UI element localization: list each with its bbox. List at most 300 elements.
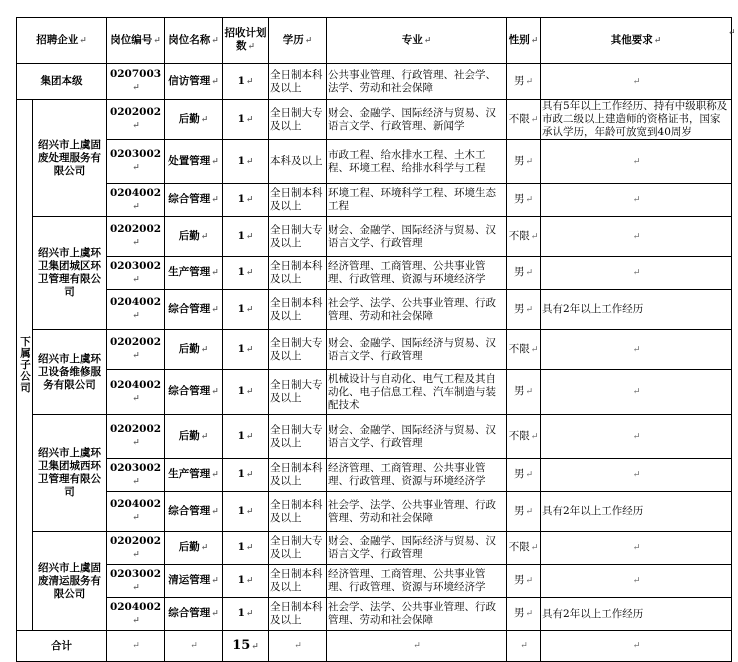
- code-cell: [107, 257, 165, 290]
- table-row: [17, 217, 732, 257]
- gender-cell: [507, 459, 541, 492]
- plan-cell: [223, 257, 269, 290]
- position-name-cell-text: 后勤: [178, 112, 200, 125]
- gender-cell-text: 男: [513, 154, 525, 167]
- code-cell: [107, 184, 165, 217]
- paragraph-mark: ↵: [245, 76, 254, 87]
- plan-cell: [223, 184, 269, 217]
- header-name: 岗位名称↵: [165, 18, 223, 64]
- position-name-cell: [165, 415, 223, 459]
- code-cell: [107, 100, 165, 140]
- table-row: [17, 492, 732, 532]
- code-cell-text: 0204002: [109, 600, 162, 613]
- education-cell-text: 全日制本科及以上: [270, 296, 323, 322]
- paragraph-mark: ↵: [200, 431, 209, 442]
- paragraph-mark: ↵: [132, 274, 140, 285]
- position-name-cell: [165, 290, 223, 330]
- major-cell-text: 市政工程、给水排水工程、土木工程、环境工程、给排水科学与工程: [328, 148, 486, 174]
- paragraph-mark: ↵: [200, 114, 209, 125]
- other-requirements-cell: [541, 415, 732, 459]
- education-cell: [269, 492, 327, 532]
- code-cell-text: 0203002: [109, 259, 162, 272]
- table-row: [17, 459, 732, 492]
- position-name-cell: [165, 330, 223, 370]
- position-name-cell: [165, 370, 223, 415]
- paragraph-mark: ↵: [632, 156, 641, 167]
- paragraph-mark: ↵: [245, 156, 254, 167]
- position-name-cell-text: 生产管理: [168, 468, 211, 480]
- major-cell-text: 经济管理、工商管理、公共事业管理、行政管理、资源与环境经济学: [328, 260, 486, 285]
- position-name-cell: [165, 565, 223, 598]
- major-cell: [327, 100, 507, 140]
- paragraph-mark: ↵: [632, 268, 641, 278]
- major-cell-text: 环境工程、环境科学工程、环境生态工程: [328, 187, 497, 212]
- plan-cell: [223, 492, 269, 532]
- paragraph-mark: ↵: [294, 641, 302, 651]
- paragraph-mark: ↵: [520, 641, 528, 651]
- plan-cell-text: 1: [237, 112, 245, 125]
- paragraph-mark: ↵: [245, 609, 254, 619]
- position-name-cell-text: 综合管理: [168, 193, 211, 205]
- other-requirements-cell: [541, 64, 732, 100]
- gender-cell: [507, 184, 541, 217]
- paragraph-mark: ↵: [525, 268, 534, 278]
- major-cell-text: 经济管理、工商管理、公共事业管理、行政管理、资源与环境经济学: [328, 568, 486, 593]
- major-cell-text: 经济管理、工商管理、公共事业管理、行政管理、资源与环境经济学: [328, 462, 486, 487]
- recruitment-table: [16, 17, 732, 662]
- plan-cell: [223, 100, 269, 140]
- company-cell: [33, 100, 107, 217]
- major-cell: [327, 64, 507, 100]
- header-edu: 学历↵: [269, 18, 327, 64]
- paragraph-mark: ↵: [132, 238, 140, 248]
- code-cell: [107, 140, 165, 184]
- paragraph-mark: ↵: [211, 268, 219, 278]
- code-cell: [107, 532, 165, 565]
- paragraph-mark: ↵: [632, 231, 641, 242]
- paragraph-mark: ↵: [211, 304, 219, 315]
- education-cell-text: 本科及以上: [270, 155, 323, 167]
- gender-cell-text: 不限: [508, 112, 530, 125]
- plan-cell: [223, 532, 269, 565]
- paragraph-mark: ↵: [525, 156, 534, 167]
- code-cell: [107, 415, 165, 459]
- paragraph-mark: ↵: [245, 304, 254, 315]
- gender-cell-text: 男: [513, 266, 525, 278]
- education-cell-text: 全日制本科及以上: [270, 260, 323, 285]
- paragraph-mark: ↵: [132, 476, 140, 487]
- paragraph-mark: ↵: [728, 28, 736, 38]
- plan-cell-text: 1: [237, 504, 245, 517]
- education-cell-text: 全日制本科及以上: [270, 568, 323, 593]
- paragraph-mark: ↵: [200, 344, 209, 355]
- header-company: 招聘企业↵: [17, 18, 107, 64]
- plan-cell: [223, 330, 269, 370]
- education-cell: [269, 140, 327, 184]
- major-cell: [327, 598, 507, 631]
- position-name-cell-text: 后勤: [178, 342, 200, 355]
- gender-cell-text: 男: [513, 607, 525, 619]
- gender-cell-text: 男: [513, 193, 525, 205]
- total-label: [17, 631, 107, 662]
- table-row: [17, 565, 732, 598]
- paragraph-mark: ↵: [132, 438, 140, 448]
- other-requirements-cell: [541, 598, 732, 631]
- other-requirements-cell: [541, 257, 732, 290]
- paragraph-mark: ↵: [211, 576, 219, 586]
- education-cell: [269, 217, 327, 257]
- gender-cell-text: 男: [513, 468, 525, 480]
- paragraph-mark: ↵: [245, 470, 254, 480]
- paragraph-mark: ↵: [200, 543, 209, 553]
- table-row: [17, 598, 732, 631]
- company-cell-text: 集团本级: [40, 75, 83, 87]
- subsidiary-label-text: 下属子公司: [19, 336, 31, 394]
- paragraph-mark: ↵: [530, 344, 539, 355]
- plan-cell-text: 1: [237, 74, 245, 87]
- education-cell-text: 全日制大专及以上: [270, 106, 323, 132]
- paragraph-mark: ↵: [132, 83, 140, 93]
- major-cell-text: 财会、金融学、国际经济与贸易、汉语言文学、行政管理: [328, 336, 497, 362]
- company-cell: [33, 415, 107, 532]
- header-row: [17, 18, 732, 64]
- major-cell: [327, 330, 507, 370]
- education-cell: [269, 100, 327, 140]
- paragraph-mark: ↵: [530, 114, 539, 125]
- position-name-cell-text: 后勤: [178, 541, 200, 553]
- education-cell-text: 全日制本科及以上: [270, 462, 323, 487]
- plan-cell: [223, 64, 269, 100]
- paragraph-mark: ↵: [211, 195, 219, 205]
- plan-cell: [223, 217, 269, 257]
- other-requirements-cell-text: 具有2年以上工作经历: [542, 505, 644, 517]
- paragraph-mark: ↵: [190, 641, 198, 651]
- paragraph-mark: ↵: [200, 231, 209, 242]
- code-cell: [107, 598, 165, 631]
- gender-cell: [507, 532, 541, 565]
- paragraph-mark: ↵: [245, 114, 254, 125]
- position-name-cell: [165, 492, 223, 532]
- major-cell-text: 财会、金融学、国际经济与贸易、汉语言文学、行政管理: [328, 223, 497, 249]
- position-name-cell: [165, 598, 223, 631]
- paragraph-mark: ↵: [132, 513, 140, 523]
- gender-cell-text: 不限: [508, 541, 530, 553]
- plan-cell: [223, 565, 269, 598]
- gender-cell: [507, 492, 541, 532]
- total-empty-cell: [541, 631, 732, 662]
- table-row: [17, 257, 732, 290]
- position-name-cell: [165, 532, 223, 565]
- other-requirements-cell-text: 具有2年以上工作经历: [542, 607, 644, 620]
- other-requirements-cell: [541, 532, 732, 565]
- plan-cell-text: 1: [237, 574, 245, 586]
- paragraph-mark: ↵: [632, 344, 641, 355]
- major-cell: [327, 140, 507, 184]
- paragraph-mark: ↵: [525, 506, 534, 517]
- total-empty-cell: [269, 631, 327, 662]
- paragraph-mark: ↵: [245, 387, 254, 397]
- education-cell-text: 全日制本科及以上: [270, 68, 323, 94]
- education-cell-text: 全日制大专及以上: [270, 336, 323, 362]
- paragraph-mark: ↵: [245, 268, 254, 278]
- plan-cell: [223, 370, 269, 415]
- table-body: [17, 18, 732, 662]
- code-cell: [107, 217, 165, 257]
- other-requirements-cell: [541, 290, 732, 330]
- position-name-cell-text: 综合管理: [168, 385, 211, 397]
- code-cell: [107, 330, 165, 370]
- gender-cell-text: 不限: [508, 342, 530, 355]
- major-cell-text: 社会学、法学、公共事业管理、行政管理、劳动和社会保障: [328, 601, 497, 626]
- education-cell: [269, 532, 327, 565]
- plan-cell: [223, 459, 269, 492]
- total-empty-cell: [507, 631, 541, 662]
- gender-cell: [507, 565, 541, 598]
- major-cell: [327, 184, 507, 217]
- major-cell-text: 社会学、法学、公共事业管理、行政管理、劳动和社会保障: [328, 498, 497, 524]
- major-cell-text: 公共事业管理、行政管理、社会学、法学、劳动和社会保障: [328, 68, 497, 94]
- total-empty-cell: [107, 631, 165, 662]
- position-name-cell-text: 后勤: [178, 429, 200, 442]
- position-name-cell: [165, 64, 223, 100]
- code-cell-text: 0202002: [109, 223, 162, 235]
- other-requirements-cell-text: 具有5年以上工作经历、持有中级职称及市政二级以上建造师的资格证书，国家承认学历，年龄可放宽到40周岁: [542, 100, 728, 138]
- company-cell: [33, 217, 107, 330]
- major-cell: [327, 415, 507, 459]
- paragraph-mark: ↵: [413, 641, 421, 651]
- paragraph-mark: ↵: [132, 311, 140, 321]
- paragraph-mark: ↵: [530, 231, 539, 242]
- education-cell: [269, 290, 327, 330]
- code-cell-text: 0202002: [109, 423, 162, 435]
- paragraph-mark: ↵: [211, 506, 219, 517]
- major-cell-text: 财会、金融学、国际经济与贸易、汉语言文学、行政管理: [328, 535, 497, 560]
- code-cell: [107, 64, 165, 100]
- gender-cell: [507, 100, 541, 140]
- position-name-cell: [165, 184, 223, 217]
- paragraph-mark: ↵: [245, 431, 254, 442]
- table-row: [17, 532, 732, 565]
- gender-cell: [507, 415, 541, 459]
- plan-cell: [223, 598, 269, 631]
- table-row: [17, 184, 732, 217]
- paragraph-mark: ↵: [211, 387, 219, 397]
- other-requirements-cell: [541, 100, 732, 140]
- total-empty-cell: [327, 631, 507, 662]
- total-plan: [223, 631, 269, 662]
- paragraph-mark: ↵: [132, 615, 140, 626]
- table-row: [17, 330, 732, 370]
- position-name-cell-text: 处置管理: [168, 154, 211, 167]
- plan-cell-text: 1: [237, 266, 245, 278]
- major-cell-text: 财会、金融学、国际经济与贸易、汉语言文学、行政管理: [328, 423, 497, 449]
- paragraph-mark: ↵: [525, 609, 534, 619]
- header-gender: 性别↵: [507, 18, 541, 64]
- company-cell-text: 绍兴市上虞固废清运服务有限公司: [38, 561, 101, 600]
- position-name-cell: [165, 140, 223, 184]
- code-cell: [107, 290, 165, 330]
- code-cell-text: 0203002: [109, 461, 162, 474]
- education-cell: [269, 184, 327, 217]
- gender-cell: [507, 330, 541, 370]
- position-name-cell-text: 综合管理: [168, 607, 211, 619]
- position-name-cell-text: 后勤: [178, 229, 200, 242]
- gender-cell: [507, 598, 541, 631]
- company-cell-text: 绍兴市上虞固废处理服务有限公司: [38, 138, 101, 177]
- code-cell-text: 0203002: [109, 148, 162, 160]
- paragraph-mark: ↵: [632, 195, 641, 205]
- education-cell-text: 全日制大专及以上: [270, 535, 323, 560]
- education-cell-text: 全日制本科及以上: [270, 601, 323, 626]
- paragraph-mark: ↵: [211, 156, 219, 167]
- code-cell-text: 0204002: [109, 296, 162, 308]
- gender-cell-text: 男: [513, 574, 525, 586]
- code-cell-text: 0207003: [109, 68, 162, 80]
- gender-cell: [507, 140, 541, 184]
- gender-cell: [507, 64, 541, 100]
- education-cell: [269, 370, 327, 415]
- education-cell-text: 全日制本科及以上: [270, 498, 323, 524]
- other-requirements-cell: [541, 565, 732, 598]
- company-cell: [17, 64, 107, 100]
- education-cell: [269, 598, 327, 631]
- other-requirements-cell: [541, 492, 732, 532]
- code-cell-text: 0204002: [109, 498, 162, 510]
- paragraph-mark: ↵: [245, 195, 254, 205]
- gender-cell: [507, 217, 541, 257]
- company-cell: [33, 532, 107, 631]
- code-cell-text: 0204002: [109, 186, 162, 199]
- major-cell: [327, 532, 507, 565]
- plan-cell-text: 1: [237, 342, 245, 355]
- header-plan: 招收计划数↵: [223, 18, 269, 64]
- table-row: [17, 290, 732, 330]
- code-cell: [107, 492, 165, 532]
- education-cell: [269, 415, 327, 459]
- paragraph-mark: ↵: [632, 76, 641, 87]
- paragraph-mark: ↵: [211, 470, 219, 480]
- plan-cell-text: 1: [237, 429, 245, 442]
- plan-cell-text: 1: [237, 193, 245, 205]
- position-name-cell-text: 信访管理: [168, 74, 211, 87]
- paragraph-mark: ↵: [132, 201, 140, 212]
- company-cell: [33, 330, 107, 415]
- plan-cell-text: 1: [237, 302, 245, 315]
- education-cell: [269, 565, 327, 598]
- education-cell-text: 全日制大专及以上: [270, 379, 323, 404]
- header-major: 专业↵: [327, 18, 507, 64]
- other-requirements-cell-text: 具有2年以上工作经历: [542, 303, 644, 315]
- position-name-cell: [165, 217, 223, 257]
- paragraph-mark: ↵: [245, 344, 254, 355]
- code-cell-text: 0202002: [109, 336, 162, 348]
- paragraph-mark: ↵: [632, 543, 641, 553]
- code-cell-text: 0202002: [109, 534, 162, 547]
- paragraph-mark: ↵: [525, 576, 534, 586]
- major-cell: [327, 257, 507, 290]
- paragraph-mark: ↵: [132, 121, 140, 131]
- company-cell-text: 绍兴市上虞环卫集团城西环卫管理有限公司: [38, 447, 101, 498]
- table-row: [17, 370, 732, 415]
- total-label-text: 合计: [51, 639, 72, 652]
- paragraph-mark: ↵: [525, 195, 534, 205]
- subsidiary-label: [17, 100, 33, 631]
- total-empty-cell: [165, 631, 223, 662]
- paragraph-mark: ↵: [525, 470, 534, 480]
- paragraph-mark: ↵: [132, 549, 140, 560]
- paragraph-mark: ↵: [530, 431, 539, 442]
- paragraph-mark: ↵: [632, 431, 641, 442]
- other-requirements-cell: [541, 140, 732, 184]
- paragraph-mark: ↵: [632, 470, 641, 480]
- education-cell-text: 全日制大专及以上: [270, 223, 323, 249]
- table-row: [17, 64, 732, 100]
- plan-cell: [223, 415, 269, 459]
- paragraph-mark: ↵: [525, 304, 534, 315]
- position-name-cell: [165, 459, 223, 492]
- major-cell: [327, 290, 507, 330]
- major-cell: [327, 492, 507, 532]
- paragraph-mark: ↵: [525, 76, 534, 87]
- plan-cell-text: 1: [237, 607, 245, 619]
- code-cell-text: 0204002: [109, 378, 162, 391]
- gender-cell-text: 男: [513, 74, 525, 87]
- major-cell: [327, 217, 507, 257]
- plan-cell-text: 1: [237, 229, 245, 242]
- paragraph-mark: ↵: [632, 387, 641, 397]
- plan-cell-text: 1: [237, 541, 245, 553]
- plan-cell: [223, 290, 269, 330]
- header-code: 岗位编号↵: [107, 18, 165, 64]
- paragraph-mark: ↵: [245, 506, 254, 517]
- code-cell: [107, 459, 165, 492]
- major-cell-text: 社会学、法学、公共事业管理、行政管理、劳动和社会保障: [328, 296, 497, 322]
- code-cell-text: 0203002: [109, 567, 162, 580]
- plan-cell-text: 1: [237, 468, 245, 480]
- education-cell-text: 全日制本科及以上: [270, 187, 323, 212]
- major-cell: [327, 565, 507, 598]
- paragraph-mark: ↵: [530, 543, 539, 553]
- major-cell-text: 财会、金融学、国际经济与贸易、汉语言文学、行政管理、新闻学: [328, 106, 497, 132]
- other-requirements-cell: [541, 330, 732, 370]
- major-cell: [327, 370, 507, 415]
- education-cell: [269, 459, 327, 492]
- plan-cell-text: 1: [237, 154, 245, 167]
- position-name-cell-text: 清运管理: [168, 574, 211, 586]
- paragraph-mark: ↵: [525, 387, 534, 397]
- other-requirements-cell: [541, 217, 732, 257]
- paragraph-mark: ↵: [132, 351, 140, 361]
- education-cell: [269, 64, 327, 100]
- company-cell-text: 绍兴市上虞环卫设备维修服务有限公司: [38, 352, 101, 391]
- paragraph-mark: ↵: [251, 641, 259, 652]
- code-cell: [107, 565, 165, 598]
- education-cell: [269, 257, 327, 290]
- gender-cell-text: 男: [513, 385, 525, 397]
- paragraph-mark: ↵: [245, 576, 254, 586]
- paragraph-mark: ↵: [132, 163, 140, 173]
- position-name-cell-text: 生产管理: [168, 266, 211, 278]
- company-cell-text: 绍兴市上虞环卫集团城区环卫管理有限公司: [38, 247, 101, 298]
- major-cell: [327, 459, 507, 492]
- paragraph-mark: ↵: [245, 543, 254, 553]
- paragraph-mark: ↵: [632, 641, 641, 651]
- paragraph-mark: ↵: [211, 76, 219, 87]
- other-requirements-cell: [541, 370, 732, 415]
- gender-cell: [507, 257, 541, 290]
- paragraph-mark: ↵: [245, 231, 254, 242]
- paragraph-mark: ↵: [132, 641, 140, 651]
